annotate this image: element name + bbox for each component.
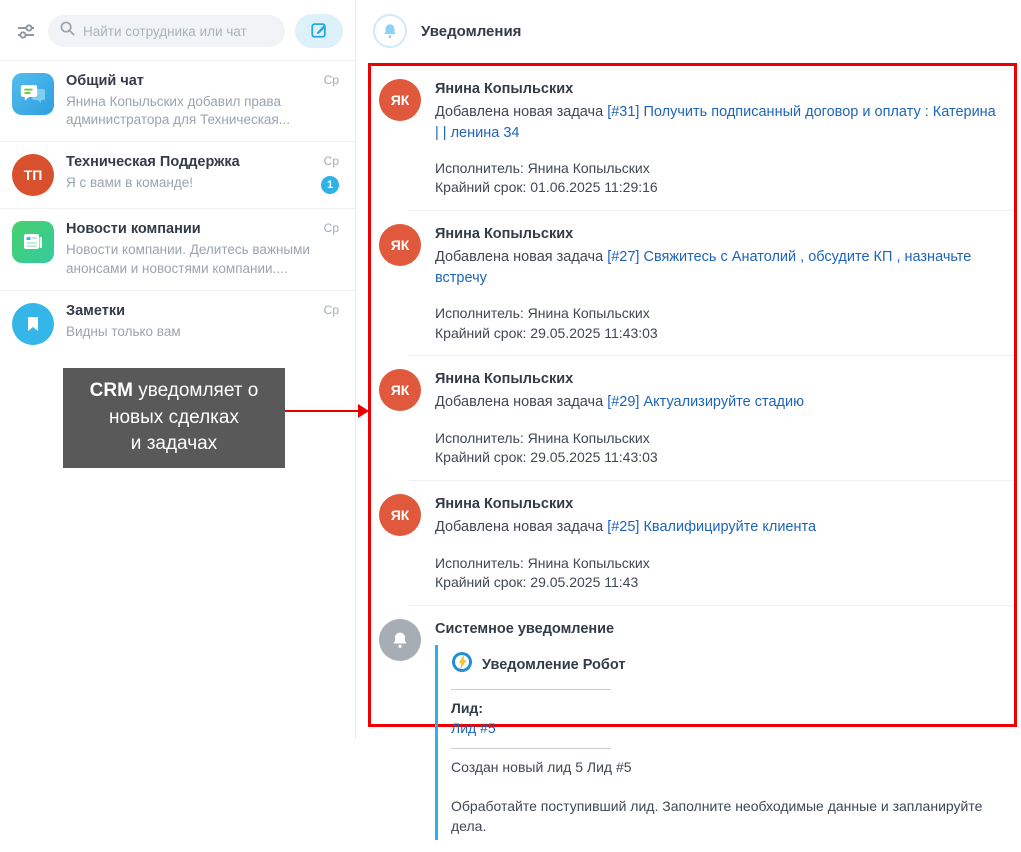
system-notification-title: Системное уведомление [435, 620, 615, 637]
divider [451, 689, 611, 690]
chat-item-tech-support[interactable] [0, 142, 355, 209]
task-assignee: Исполнитель: Янина Копыльских [435, 159, 650, 176]
chat-subtitle: Я с вами в команде! [66, 175, 193, 191]
chat-list [0, 61, 355, 357]
task-deadline: Крайний срок: 29.05.2025 11:43 [435, 574, 639, 591]
task-added-text: Добавлена новая задача [435, 519, 608, 536]
lead-link[interactable]: Лид #5 [451, 719, 496, 736]
task-assignee: Исполнитель: Янина Копыльских [435, 554, 650, 571]
chat-item-obshchiy-chat[interactable] [0, 61, 355, 142]
notification-message [435, 102, 1002, 143]
chat-item-company-news[interactable] [0, 209, 355, 290]
lead-instruction-text: Обработайте поступивший лид. Заполните необходимые данные и запланируйте дела. [451, 798, 983, 834]
notification-item[interactable] [371, 481, 1014, 605]
lead-created-text: Создан новый лид 5 Лид #5 [451, 758, 632, 775]
chat-title: Общий чат [66, 73, 144, 89]
callout-line3: и задачах [130, 433, 218, 455]
callout-line1: уведомляет о [132, 379, 259, 401]
notification-item[interactable] [371, 66, 1014, 210]
user-avatar: ЯК [379, 79, 421, 121]
robot-icon [451, 651, 473, 679]
search-icon [60, 21, 75, 41]
chat-item-body [66, 221, 341, 277]
task-deadline: Крайний срок: 29.05.2025 11:43:03 [435, 449, 658, 466]
tech-support-avatar: ТП [12, 154, 54, 196]
callout-bold-word: CRM [89, 379, 133, 401]
sidebar-toolbar [0, 0, 355, 61]
notifications-header [357, 0, 1021, 62]
chat-title: Техническая Поддержка [66, 154, 240, 171]
notifications-bell-icon [373, 14, 407, 48]
callout-line2: новых сделках [108, 406, 239, 428]
company-news-icon [12, 221, 54, 263]
task-added-text: Добавлена новая задача [435, 249, 608, 266]
chat-item-notes[interactable] [0, 291, 355, 357]
search-input[interactable] [83, 24, 273, 39]
user-avatar: ЯК [379, 494, 421, 536]
notification-author: Янина Копыльских [435, 371, 574, 388]
task-added-text: Добавлена новая задача [435, 104, 608, 121]
user-avatar: ЯК [379, 369, 421, 411]
notification-body [435, 369, 1002, 468]
chat-item-body [66, 154, 341, 196]
search-box[interactable] [48, 15, 285, 47]
lead-label: Лид: [451, 700, 483, 717]
task-link[interactable]: [#31] Получить подписанный договор и оплату : Катерина | | ленина 34 [435, 104, 996, 141]
filter-icon[interactable] [14, 19, 38, 43]
crm-callout-text [90, 378, 259, 459]
notification-body [435, 494, 1002, 593]
chat-title: Заметки [66, 302, 126, 319]
chat-item-body [66, 303, 341, 345]
notification-body [435, 79, 1002, 198]
task-assignee: Исполнитель: Янина Копыльских [435, 304, 650, 321]
notification-author: Янина Копыльских [435, 226, 574, 243]
arrow-line [285, 410, 359, 412]
page-title: Уведомления [421, 22, 522, 40]
task-link[interactable]: [#27] Свяжитесь с Анатолий , обсудите КП , назначьте встречу [435, 249, 972, 286]
notification-item[interactable] [371, 356, 1014, 480]
chat-title: Новости компании [66, 221, 201, 238]
user-avatar: ЯК [379, 224, 421, 266]
system-notification-body [435, 619, 1002, 841]
compose-button[interactable] [295, 14, 343, 48]
chat-time: Ср [323, 73, 339, 87]
callout-arrow [285, 403, 369, 419]
divider [451, 748, 611, 749]
task-added-text: Добавлена новая задача [435, 394, 608, 411]
task-assignee: Исполнитель: Янина Копыльских [435, 429, 650, 446]
compose-icon [310, 21, 328, 42]
task-link[interactable]: [#29] Актуализируйте стадию [607, 394, 804, 411]
chat-subtitle: Новости компании. Делитесь важными анонсами и новостями компании.... [66, 242, 310, 276]
general-chat-icon [12, 73, 54, 115]
notification-message [435, 392, 1002, 412]
task-deadline: Крайний срок: 29.05.2025 11:43:03 [435, 324, 658, 341]
notifications-highlight-box [368, 63, 1017, 834]
robot-name: Уведомление Робот [482, 657, 626, 674]
system-quote-block [435, 645, 1002, 840]
task-link[interactable]: [#25] Квалифицируйте клиента [607, 519, 817, 536]
notification-item[interactable] [371, 211, 1014, 355]
notification-body [435, 224, 1002, 343]
chat-item-body [66, 73, 341, 129]
notification-author: Янина Копыльских [435, 495, 574, 512]
chat-time: Ср [323, 221, 339, 236]
notification-message [435, 517, 1002, 537]
chat-subtitle: Янина Копыльских добавил права администратора для Техническая... [66, 94, 290, 128]
notification-author: Янина Копыльских [435, 81, 574, 97]
chat-time: Ср [323, 302, 339, 317]
unread-badge: 1 [321, 176, 339, 194]
crm-callout-box [63, 368, 285, 468]
task-deadline: Крайний срок: 01.06.2025 11:29:16 [435, 179, 658, 196]
system-bell-avatar [379, 619, 421, 661]
system-notification-item[interactable] [371, 606, 1014, 852]
chat-subtitle: Видны только вам [66, 323, 181, 339]
chat-time: Ср [323, 154, 339, 169]
notification-message [435, 247, 1002, 288]
robot-row [451, 651, 1002, 679]
notes-bookmark-icon [12, 303, 54, 345]
